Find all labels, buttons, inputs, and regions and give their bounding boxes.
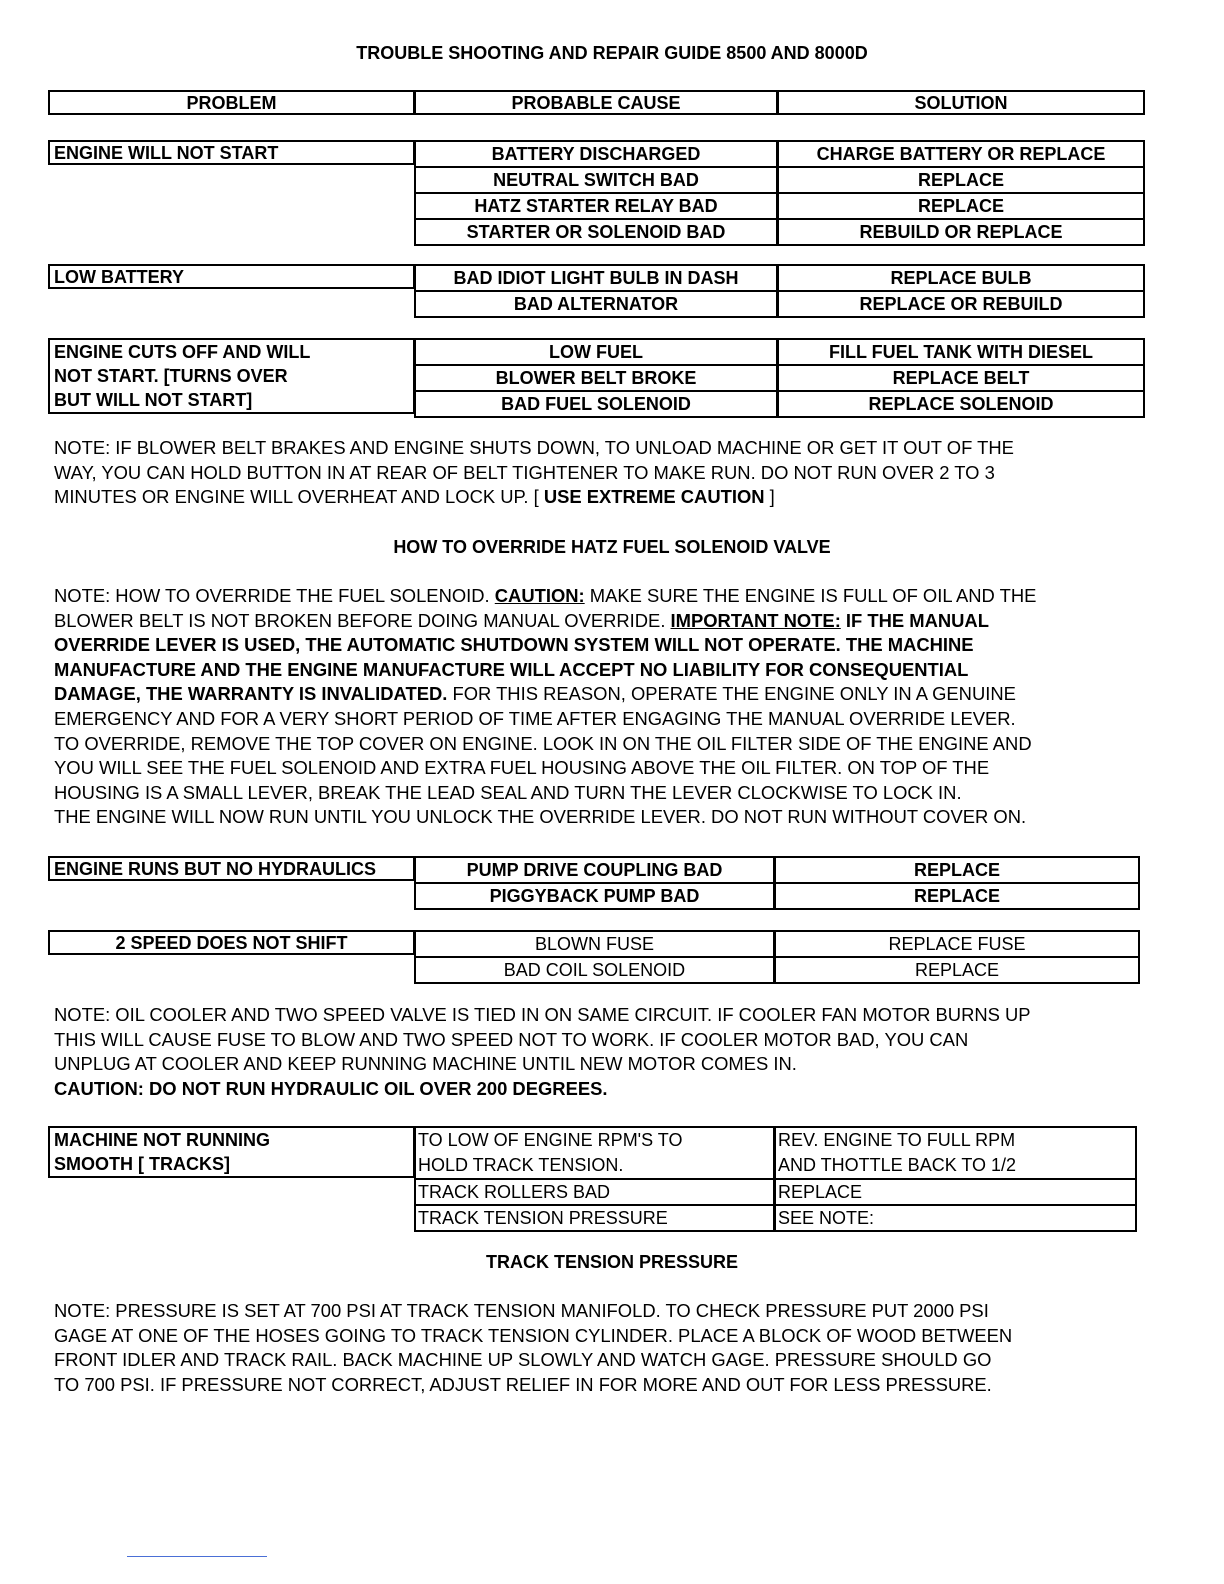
causes-low-battery [414,264,778,318]
note-track-tension [54,1299,1164,1397]
note-line: UNPLUG AT COOLER AND KEEP RUNNING MACHINE UNTIL NEW MOTOR COMES IN. [54,1053,797,1075]
solution-line: REV. ENGINE TO FULL RPM [778,1130,1016,1150]
caution-line: CAUTION: DO NOT RUN HYDRAULIC OIL OVER 200 DEGREES. [54,1077,608,1099]
solution-cell: REPLACE [776,882,1138,908]
note-line: GAGE AT ONE OF THE HOSES GOING TO TRACK TENSION CYLINDER. PLACE A BLOCK OF WOOD BETWEEN [54,1324,1013,1346]
note-blower-belt [54,436,1164,510]
note-line: HOUSING IS A SMALL LEVER, BREAK THE LEAD SEAL AND TURN THE LEVER CLOCKWISE TO LOCK IN. [54,781,962,803]
cause-cell: HATZ STARTER RELAY BAD [416,192,776,218]
problem-line: SMOOTH [ TRACKS] [54,1154,230,1174]
cause-cell: BATTERY DISCHARGED [491,144,701,164]
solution-cell: REPLACE FUSE [888,934,1026,954]
note-line: MANUFACTURE AND THE ENGINE MANUFACTURE WILL ACCEPT NO LIABILITY FOR CONSEQUENTIAL [54,658,969,680]
problem-not-running-smooth [48,1126,415,1178]
cause-line: HOLD TRACK TENSION. [418,1155,624,1175]
problem-line: NOT START. [TURNS OVER [54,366,288,386]
note-text: MINUTES OR ENGINE WILL OVERHEAT AND LOCK UP. [ [54,486,544,508]
solution-cell: SEE NOTE: [776,1204,1135,1230]
problem-line: MACHINE NOT RUNNING [54,1130,270,1150]
solution-cell: CHARGE BATTERY OR REPLACE [816,144,1106,164]
note-line [54,682,1164,707]
solution-cell: REPLACE BELT [779,364,1143,390]
solution-cell: REPLACE [913,860,1000,880]
note-line: YOU WILL SEE THE FUEL SOLENOID AND EXTRA FUEL HOUSING ABOVE THE OIL FILTER. ON TOP OF THE [54,757,990,779]
cause-cell: PUMP DRIVE COUPLING BAD [466,860,723,880]
cause-line: TO LOW OF ENGINE RPM'S TO [418,1130,683,1150]
problem-two-speed: 2 SPEED DOES NOT SHIFT [48,930,415,955]
note-text: MAKE SURE THE ENGINE IS FULL OF OIL AND THE [584,585,1037,606]
solutions-low-battery [777,264,1145,318]
solutions-engine-start [777,140,1145,246]
header-cause: PROBABLE CAUSE [414,90,778,115]
causes-cuts-off [414,338,778,418]
footer-divider [127,1556,267,1557]
cause-cell: BAD FUEL SOLENOID [416,390,776,416]
note-text: NOTE: HOW TO OVERRIDE THE FUEL SOLENOID. [54,585,495,606]
solution-cell: REPLACE [779,166,1143,192]
note-line: NOTE: IF BLOWER BELT BRAKES AND ENGINE SHUTS DOWN, TO UNLOAD MACHINE OR GET IT OUT OF THE [54,437,1014,458]
solutions-two-speed [774,930,1140,984]
note-line: OVERRIDE LEVER IS USED, THE AUTOMATIC SHUTDOWN SYSTEM WILL NOT OPERATE. THE MACHINE [54,634,974,656]
cause-cell: NEUTRAL SWITCH BAD [416,166,776,192]
important-note-label: IMPORTANT NOTE: [670,609,841,631]
problem-engine-will-not-start: ENGINE WILL NOT START [48,140,415,165]
cause-cell: BAD ALTERNATOR [416,290,776,316]
note-text: FOR THIS REASON, OPERATE THE ENGINE ONLY IN A GENUINE [447,683,1016,705]
solution-cell: REPLACE OR REBUILD [779,290,1143,316]
solutions-not-smooth [774,1126,1137,1232]
problem-engine-cuts-off [48,338,415,414]
solution-cell: REPLACE BULB [890,268,1032,288]
caution-label: CAUTION: [494,585,585,606]
note-override [54,584,1164,830]
note-line [54,609,1164,634]
causes-no-hydraulics [414,856,775,910]
solution-cell: REPLACE [776,1178,1135,1204]
causes-engine-start [414,140,778,246]
note-line: NOTE: PRESSURE IS SET AT 700 PSI AT TRACK TENSION MANIFOLD. TO CHECK PRESSURE PUT 2000 PSI [54,1300,989,1321]
solution-line: AND THOTTLE BACK TO 1/2 [778,1155,1017,1175]
solution-cell: REPLACE SOLENOID [779,390,1143,416]
cause-cell: BLOWER BELT BROKE [416,364,776,390]
note-line: FRONT IDLER AND TRACK RAIL. BACK MACHINE UP SLOWLY AND WATCH GAGE. PRESSURE SHOULD GO [54,1349,992,1371]
solutions-no-hydraulics [774,856,1140,910]
cause-cell: LOW FUEL [549,342,643,362]
causes-two-speed [414,930,775,984]
header-solution: SOLUTION [777,90,1145,115]
cause-cell: TRACK TENSION PRESSURE [416,1204,773,1230]
cause-cell: TRACK ROLLERS BAD [416,1178,773,1204]
problem-line: BUT WILL NOT START] [54,390,253,410]
header-problem: PROBLEM [48,90,415,115]
cause-cell: STARTER OR SOLENOID BAD [416,218,776,244]
cause-cell: PIGGYBACK PUMP BAD [416,882,773,908]
cause-cell: BLOWN FUSE [534,934,654,954]
document-title: TROUBLE SHOOTING AND REPAIR GUIDE 8500 AND 8000D [356,43,868,63]
cause-cell: BAD IDIOT LIGHT BULB IN DASH [453,268,739,288]
note-line: WAY, YOU CAN HOLD BUTTON IN AT REAR OF BELT TIGHTENER TO MAKE RUN. DO NOT RUN OVER 2 TO 3 [54,461,995,483]
note-line: THIS WILL CAUSE FUSE TO BLOW AND TWO SPEED NOT TO WORK. IF COOLER MOTOR BAD, YOU CAN [54,1028,969,1050]
note-emphasis: IF THE MANUAL [840,609,989,631]
note-line: TO 700 PSI. IF PRESSURE NOT CORRECT, ADJUST RELIEF IN FOR MORE AND OUT FOR LESS PRESSURE. [54,1373,992,1395]
solution-cell: REPLACE [776,956,1138,982]
cause-cell-multiline [416,1128,773,1178]
note-emphasis: USE EXTREME CAUTION [543,486,765,508]
note-line: TO OVERRIDE, REMOVE THE TOP COVER ON ENGINE. LOOK IN ON THE OIL FILTER SIDE OF THE ENGINE AND [54,732,1032,754]
solution-cell: FILL FUEL TANK WITH DIESEL [829,342,1093,362]
note-line: NOTE: OIL COOLER AND TWO SPEED VALVE IS TIED IN ON SAME CIRCUIT. IF COOLER FAN MOTOR BURNS UP [54,1004,1031,1025]
causes-not-smooth [414,1126,775,1232]
solutions-cuts-off [777,338,1145,418]
note-oil-cooler [54,1003,1164,1101]
problem-low-battery: LOW BATTERY [48,264,415,289]
solution-cell: REPLACE [779,192,1143,218]
cause-cell: BAD COIL SOLENOID [416,956,773,982]
note-line: THE ENGINE WILL NOW RUN UNTIL YOU UNLOCK THE OVERRIDE LEVER. DO NOT RUN WITHOUT COVER ON. [54,806,1027,828]
note-text: BLOWER BELT IS NOT BROKEN BEFORE DOING MANUAL OVERRIDE. [54,609,671,631]
solution-cell: REBUILD OR REPLACE [779,218,1143,244]
note-line [54,584,1164,609]
problem-no-hydraulics: ENGINE RUNS BUT NO HYDRAULICS [48,856,415,881]
note-line: EMERGENCY AND FOR A VERY SHORT PERIOD OF TIME AFTER ENGAGING THE MANUAL OVERRIDE LEVER. [54,707,1016,729]
solution-cell-multiline [776,1128,1135,1178]
note-emphasis: DAMAGE, THE WARRANTY IS INVALIDATED. [54,683,448,705]
note-text: ] [764,486,775,508]
note-line [54,485,1164,510]
problem-line: ENGINE CUTS OFF AND WILL [54,342,311,362]
track-tension-heading: TRACK TENSION PRESSURE [485,1252,739,1272]
override-heading: HOW TO OVERRIDE HATZ FUEL SOLENOID VALVE [393,537,831,557]
